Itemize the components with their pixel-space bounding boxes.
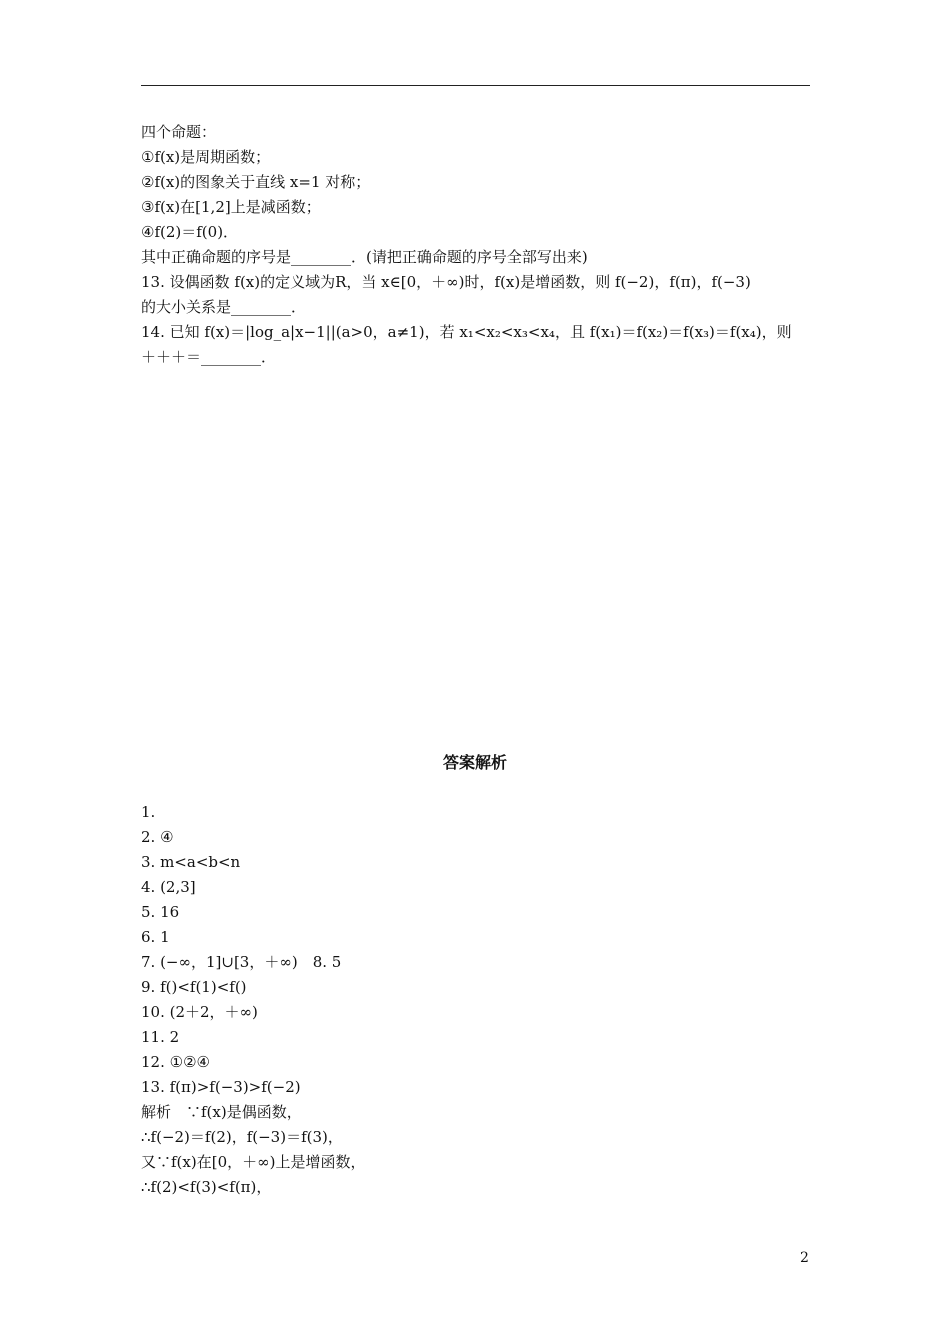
- problems-section: [141, 120, 810, 370]
- answer-title: 答案解析: [442, 753, 507, 772]
- page-number: 2: [800, 1250, 809, 1266]
- answer-line: 又∵f(x)在[0，＋∞)上是增函数，: [141, 1153, 366, 1171]
- answer-line: 12. ①②④: [141, 1053, 210, 1071]
- problem-line: ③f(x)在[1,2]上是减函数；: [141, 198, 321, 216]
- answer-line: 7. (−∞，1]∪[3，＋∞) 8. 5: [141, 953, 342, 971]
- answer-line: ∴f(2)<f(3)<f(π)，: [141, 1178, 272, 1196]
- answer-line: 11. 2: [141, 1028, 180, 1046]
- problem-line: ④f(2)＝f(0)．: [141, 223, 239, 241]
- answer-line: 5. 16: [141, 903, 180, 921]
- answer-line: ∴f(−2)＝f(2)，f(−3)＝f(3)，: [141, 1128, 343, 1146]
- problem-line: 其中正确命题的序号是________．(请把正确命题的序号全部写出来): [141, 248, 588, 266]
- answers-section: [141, 800, 810, 1200]
- problem-line: ②f(x)的图象关于直线 x=1 对称；: [141, 173, 371, 191]
- problem-line: ①f(x)是周期函数；: [141, 148, 271, 166]
- answer-line: 10. (2＋2，＋∞): [141, 1003, 258, 1021]
- problem-line: 四个命题：: [141, 123, 217, 141]
- answer-line: 6. 1: [141, 928, 170, 946]
- answer-line: 9. f()<f(1)<f(): [141, 978, 247, 996]
- problem-line: 13. 设偶函数 f(x)的定义域为R，当 x∈[0，＋∞)时，f(x)是增函数，则 f(−2)，f(π)，f(−3): [141, 273, 751, 291]
- answer-line: 3. m<a<b<n: [141, 853, 241, 871]
- problem-line: ＋＋＋＝________．: [141, 348, 277, 366]
- problem-line: 14. 已知 f(x)＝|log_a|x−1||(a>0，a≠1)，若 x₁<x₂<x₃<x₄，且 f(x₁)＝f(x₂)＝f(x₃)＝f(x₄)，则: [141, 323, 792, 341]
- header-rule: [141, 85, 810, 86]
- answer-line: 1.: [141, 803, 156, 821]
- answer-line: 13. f(π)>f(−3)>f(−2): [141, 1078, 301, 1096]
- answer-line: 解析 ∵f(x)是偶函数，: [141, 1103, 302, 1121]
- answer-line: 2. ④: [141, 828, 174, 846]
- problem-line: 的大小关系是________．: [141, 298, 307, 316]
- answer-line: 4. (2,3]: [141, 878, 196, 896]
